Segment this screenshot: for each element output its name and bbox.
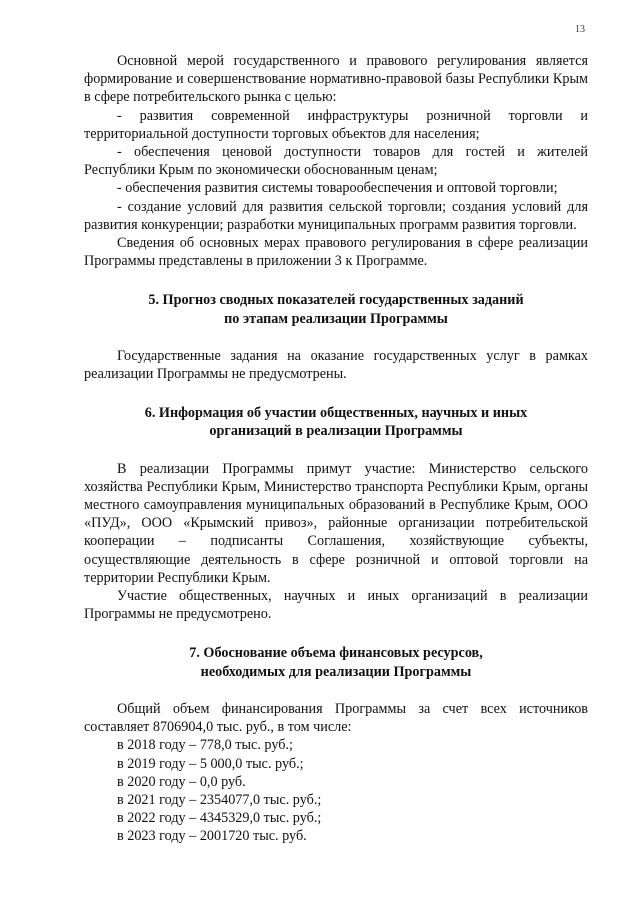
section-7-heading-line: 7. Обоснование объема финансовых ресурсов, xyxy=(189,645,483,662)
intro-list-item: - обеспечения ценовой доступности товаров для гостей и жителей Республики Крым по экономически обоснованным ценам; xyxy=(84,144,588,179)
section-6-heading-line: 6. Информация об участии общественных, научных и иных xyxy=(144,405,528,422)
funding-year-item: в 2023 году – 2001720 тыс. руб. xyxy=(117,828,307,845)
section-5-heading xyxy=(84,291,588,327)
document-body xyxy=(84,52,588,846)
intro-list-item: - обеспечения развития системы товарообеспечения и оптовой торговли; xyxy=(117,180,558,197)
funding-by-year-list xyxy=(84,736,588,845)
section-6-paragraph: Участие общественных, научных и иных организаций в реализации Программы не предусмотрено. xyxy=(84,588,588,623)
section-7-heading xyxy=(84,644,588,680)
page-number: 13 xyxy=(575,24,585,35)
section-6-heading xyxy=(84,404,588,440)
intro-list-item: - развития современной инфраструктуры розничной торговли и территориальной доступности торговых объектов для населения; xyxy=(84,107,588,142)
section-6-heading-line: организаций в реализации Программы xyxy=(209,423,463,440)
funding-year-item: в 2020 году – 0,0 руб. xyxy=(117,773,246,790)
section-7-paragraph: Общий объем финансирования Программы за счет всех источников составляет 8706904,0 тыс. руб., в том числе: xyxy=(84,700,588,736)
section-5-heading-line: 5. Прогноз сводных показателей государственных заданий xyxy=(148,292,524,309)
funding-year-item: в 2019 году – 5 000,0 тыс. руб.; xyxy=(117,755,304,772)
section-6-paragraph: В реализации Программы примут участие: Министерство сельского хозяйства Республики Крым, Министерство транспорта Республики Крым, органы местного самоуправления муниципальных образований в Республике Крым, ООО «ПУД», ООО «Крымский привоз», районные организации потребительской кооперации – подписанты Соглашения, хозяйствующие субъекты, осуществляющие деятельность в сфере розничной и оптовой торговли на территории Республики Крым. xyxy=(84,460,588,586)
funding-year-item: в 2021 году – 2354077,0 тыс. руб.; xyxy=(117,791,322,808)
intro-list-item: - создание условий для развития сельской торговли; создания условий для развития конкуренции; разработки муниципальных программ развития торговли. xyxy=(84,198,588,233)
funding-year-item: в 2022 году – 4345329,0 тыс. руб.; xyxy=(117,810,322,827)
funding-year-item: в 2018 году – 778,0 тыс. руб.; xyxy=(117,737,293,754)
section-5-heading-line: по этапам реализации Программы xyxy=(224,310,448,327)
section-7-heading-line: необходимых для реализации Программы xyxy=(200,663,472,680)
intro-closing-paragraph: Сведения об основных мерах правового регулирования в сфере реализации Программы представлены в приложении 3 к Программе. xyxy=(84,235,588,270)
intro-lead-paragraph: Основной мерой государственного и правового регулирования является формирование и совершенствование нормативно-правовой базы Республики Крым в сфере потребительского рынка с целью: xyxy=(84,53,588,106)
section-5-paragraph: Государственные задания на оказание государственных услуг в рамках реализации Программы не предусмотрены. xyxy=(84,347,588,383)
